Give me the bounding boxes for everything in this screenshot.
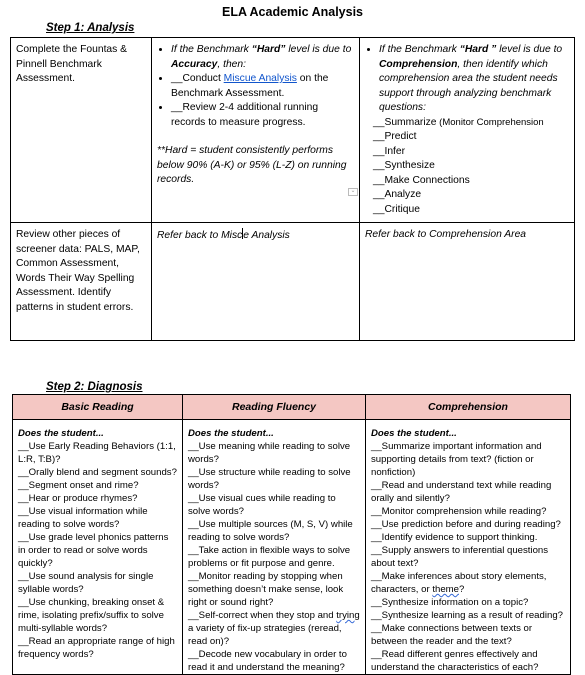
analysis-cell-miscue-ref[interactable] [152, 223, 360, 341]
diagnosis-body-row [13, 420, 571, 675]
checklist-item: __Make connections between texts or between the reader and the text? [371, 623, 533, 647]
skill-item: __Analyze [373, 189, 422, 200]
comprehension-list [371, 440, 565, 674]
comprehension-bullet: • If the Benchmark “Hard ” level is due to Comprehension, then identify which comprehension area the student needs support through analyzing benchmark questions: [379, 43, 569, 116]
step1-heading-text: Step 1: Analysis [46, 22, 135, 34]
checklist-item: __Use meaning while reading to solve words? [188, 441, 351, 465]
miscue-analysis-link[interactable]: Miscue Analysis [223, 73, 297, 84]
checklist-item: __Synthesize learning as a result of reading? [371, 610, 563, 621]
checklist-item: __Monitor reading by stopping when something doesn’t make sense, look right or sound right? [188, 571, 344, 608]
step1-heading [46, 22, 134, 34]
skill-item: __Make Connections [373, 174, 470, 186]
analysis-cell-comprehension[interactable] [360, 38, 575, 223]
header-comprehension: Comprehension [366, 395, 571, 420]
skill-item: __Critique [373, 203, 420, 215]
checklist-item: __Read and understand text while reading orally and silently? [371, 480, 552, 504]
checklist-item: __Read an appropriate range of high frequency words? [18, 636, 175, 660]
checklist-item: __Make inferences about story elements, characters, or theme? [371, 571, 547, 595]
comprehension-bold: Comprehension [379, 58, 458, 70]
checklist-item: __Decode new vocabulary in order to read it and understand the meaning? [188, 649, 347, 673]
reading-fluency-cell[interactable] [183, 420, 366, 675]
comprehension-cell[interactable] [366, 420, 571, 675]
diagnosis-header-row [13, 395, 571, 420]
header-basic-reading: Basic Reading [13, 395, 183, 420]
checklist-item: __Synthesize information on a topic? [371, 597, 529, 608]
benchmark-text: Complete the Fountas & Pinnell Benchmark Assessment. [16, 44, 128, 84]
screener-text: Review other pieces of screener data: PALS, MAP, Common Assessment, Words Their Way Spelling Assessment. Identify patterns in student errors. [16, 229, 140, 313]
hard-bold-2: “Hard ” [459, 44, 497, 55]
skill-item: __Synthesize [373, 160, 435, 171]
accuracy-bold: Accuracy [171, 58, 218, 70]
skill-item: __Infer [373, 145, 406, 157]
checklist-item: __Use structure while reading to solve words? [188, 467, 351, 491]
accuracy-bullet-1: • If the Benchmark “Hard” level is due to Accuracy, then: [171, 43, 354, 72]
does-student-label: Does the student... [18, 428, 104, 439]
document-title: ELA Academic Analysis [221, 5, 364, 19]
accuracy-bullet-list [157, 43, 354, 130]
checklist-item: __Supply answers to inferential questions about text? [371, 545, 549, 569]
cell-resize-handle-icon[interactable]: ⌄ [348, 188, 358, 196]
hard-bold: “Hard” [251, 44, 286, 55]
skill-summarize: __Summarize (Monitor Comprehension [373, 116, 544, 128]
diagnosis-table [12, 394, 571, 675]
checklist-item: __Use chunking, breaking onset & rime, isolating prefix/suffix to solve multi-syllable words? [18, 597, 165, 634]
analysis-table [10, 37, 575, 341]
does-student-label: Does the student... [188, 428, 274, 439]
hard-definition-note: **Hard = student consistently performs below 90% (A-K) or 95% (L-Z) on running records. [157, 145, 347, 185]
step2-heading-text: Step 2: Diagnosis [46, 381, 143, 393]
spellcheck-word[interactable]: trying [336, 610, 360, 621]
basic-reading-list [18, 440, 177, 661]
checklist-item: __Use visual cues while reading to solve words? [188, 493, 336, 517]
checklist-item: __Orally blend and segment sounds? [18, 467, 177, 478]
checklist-item: __Use grade level phonics patterns in order to read or solve words quickly? [18, 532, 169, 569]
checklist-item: __Use multiple sources (M, S, V) while reading to solve words? [188, 519, 353, 543]
skill-item: __Predict [373, 131, 417, 142]
does-student-label: Does the student... [371, 428, 457, 439]
miscue-ref-text: Refer back to Misce Analysis [157, 230, 290, 241]
step2-heading [46, 381, 143, 393]
analysis-row-2 [11, 223, 575, 341]
basic-reading-cell[interactable] [13, 420, 183, 675]
analysis-cell-accuracy[interactable] [152, 38, 360, 223]
header-reading-fluency: Reading Fluency [183, 395, 366, 420]
checklist-item: __Read different genres effectively and understand the characteristics of each? [371, 649, 539, 673]
checklist-item: __Self-correct when they stop and trying a variety of fix-up strategies (reread, read on)? [188, 610, 360, 647]
accuracy-bullet-3: • __Review 2-4 additional running records to measure progress. [171, 101, 354, 130]
analysis-row-1 [11, 38, 575, 223]
checklist-item: __Use Early Reading Behaviors (1:1, L:R, T:B)? [18, 441, 176, 465]
spellcheck-word[interactable]: theme [432, 584, 459, 595]
checklist-item: __Use visual information while reading to solve words? [18, 506, 148, 530]
checklist-item: __Identify evidence to support thinking. [371, 532, 538, 543]
checklist-item: __Use prediction before and during reading? [371, 519, 561, 530]
analysis-cell-benchmark[interactable] [11, 38, 152, 223]
reading-fluency-list [188, 440, 360, 674]
checklist-item: __Take action in flexible ways to solve problems or fit purpose and genre. [188, 545, 351, 569]
checklist-item: __Summarize important information and supporting details from text? (fiction or nonfiction) [371, 441, 542, 478]
checklist-item: __Monitor comprehension while reading? [371, 506, 547, 517]
checklist-item: __Segment onset and rime? [18, 480, 139, 491]
comprehension-bullet-list [365, 43, 569, 116]
checklist-item: __Hear or produce rhymes? [18, 493, 138, 504]
accuracy-bullet-2: • __Conduct Miscue Analysis on the Benchmark Assessment. [171, 72, 354, 101]
comprehension-skill-list [365, 116, 569, 218]
analysis-cell-comprehension-ref[interactable] [360, 223, 575, 341]
checklist-item: __Use sound analysis for single syllable words? [18, 571, 154, 595]
comprehension-ref-text: Refer back to Comprehension Area [365, 229, 527, 240]
analysis-cell-screener[interactable] [11, 223, 152, 341]
